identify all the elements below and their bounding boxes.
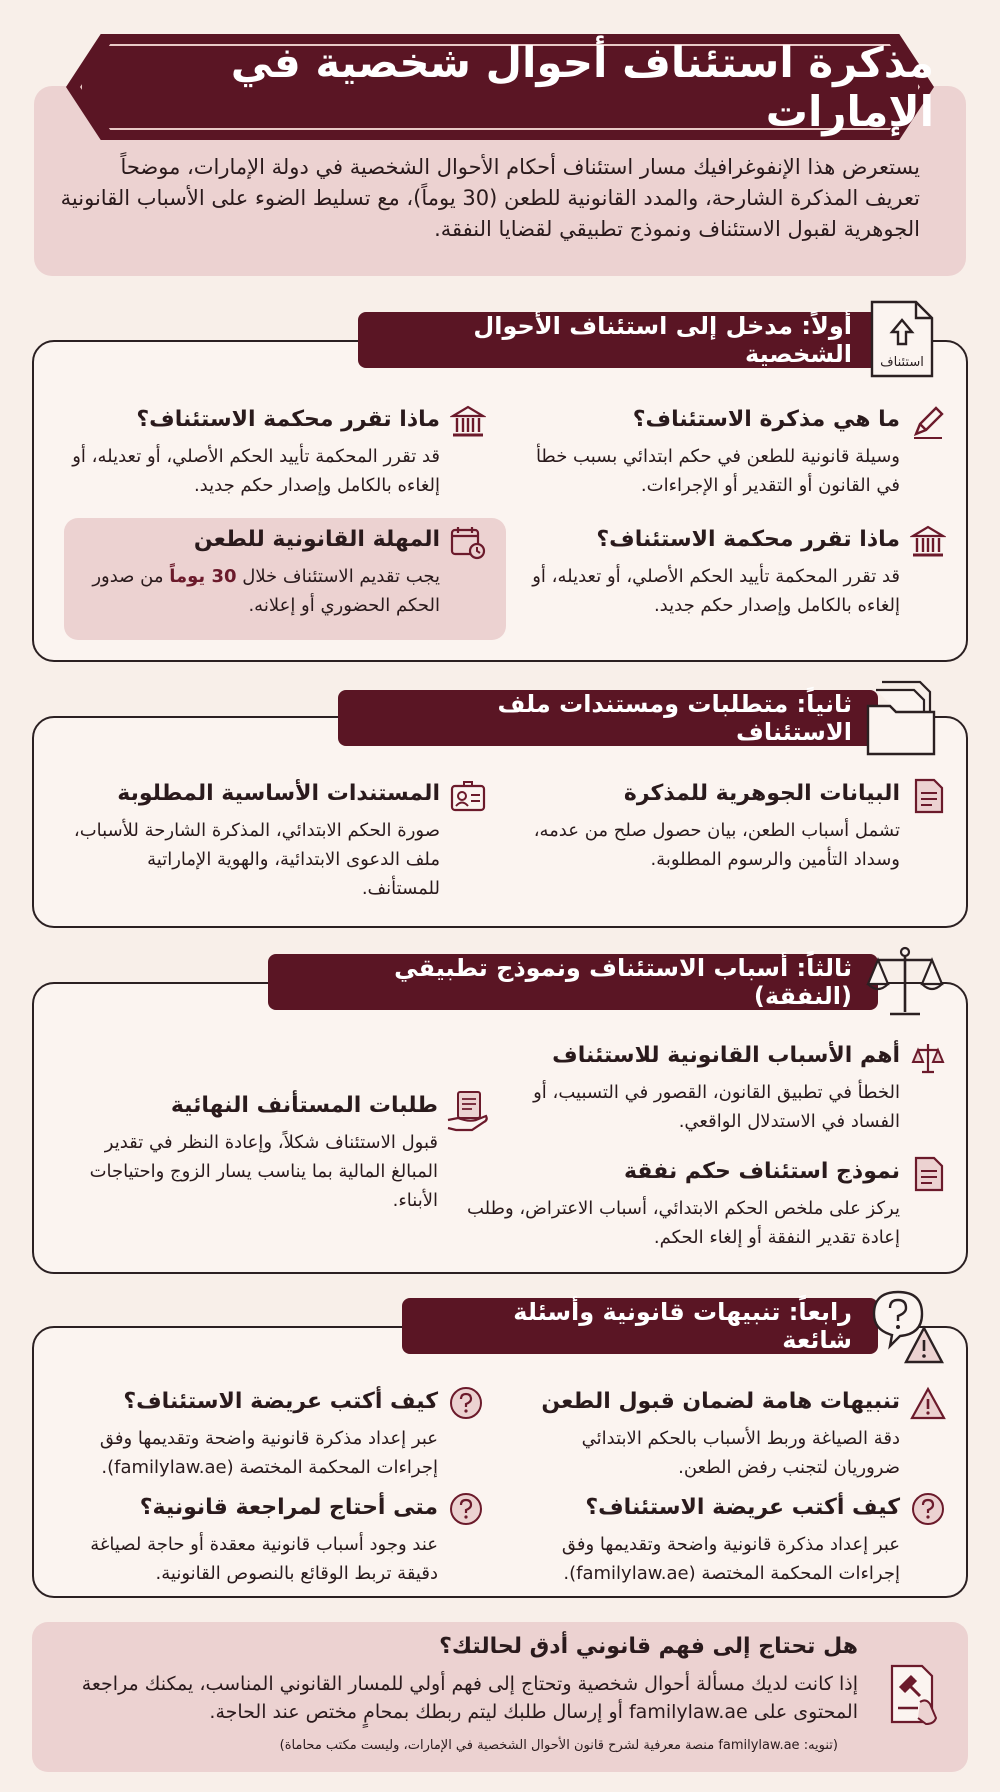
item-required-docs: المستندات الأساسية المطلوبة صورة الحكم الابتدائي، المذكرة الشارحة للأسباب، ملف الدعوى الابتدائية، والهوية الإماراتية للمستأنف.	[66, 778, 486, 903]
item-deadline: المهلة القانونية للطعن يجب تقديم الاستئناف خلال 30 يوماً من صدور الحكم الحضوري أو إعلانه.	[76, 524, 486, 620]
courthouse-icon	[450, 404, 486, 440]
question-bubble-icon	[448, 1386, 484, 1422]
pen-icon	[910, 404, 946, 440]
folder-icon	[864, 676, 940, 756]
item-final-requests: طلبات المستأنف النهائية قبول الاستئناف شكلاً، وإعادة النظر في تقدير المبالغ المالية بما يناسب يسار الزوج واحتياجات الأبناء.	[64, 1090, 484, 1215]
document-icon	[910, 778, 946, 814]
calendar-clock-icon	[450, 524, 486, 560]
appeal-document-icon	[864, 298, 940, 378]
title-banner	[66, 34, 934, 140]
courthouse-icon	[910, 524, 946, 560]
item-essential-data: البيانات الجوهرية للمذكرة تشمل أسباب الطعن، بيان حصول صلح من عدمه، وسداد التأمين والرسوم المطلوبة.	[526, 778, 946, 874]
question-bubble-icon	[910, 1492, 946, 1528]
item-what-is-appeal: ما هي مذكرة الاستئناف؟ وسيلة قانونية للطعن في حكم ابتدائي بسبب خطأ في القانون أو التقدير أو الإجراءات.	[526, 404, 946, 500]
section4-header: رابعاً: تنبيهات قانونية وأسئلة شائعة	[402, 1298, 878, 1354]
item-when-review: متى أحتاج لمراجعة قانونية؟ عند وجود أسباب قانونية معقدة أو حاجة لصياغة دقيقة تربط الوقائع بالنصوص القانونية.	[64, 1492, 484, 1588]
item-how-to-write-left: كيف أكتب عريضة الاستئناف؟ عبر إعداد مذكرة قانونية واضحة وتقديمها وفق إجراءات المحكمة المختصة (familylaw.ae).	[64, 1386, 484, 1482]
footer-title: هل تحتاج إلى فهم قانوني أدق لحالتك؟	[439, 1634, 858, 1659]
page-title: مذكرة استئناف أحوال شخصية في الإمارات	[230, 38, 934, 136]
section-requirements	[32, 716, 968, 928]
document-icon	[910, 1156, 946, 1192]
item-how-to-write-right: كيف أكتب عريضة الاستئناف؟ عبر إعداد مذكرة قانونية واضحة وتقديمها وفق إجراءات المحكمة المختصة (familylaw.ae).	[526, 1492, 946, 1588]
footer-disclaimer: (تنويه: familylaw.ae منصة معرفية لشرح قانون الأحوال الشخصية في الإمارات، وليست مكتب محاماة)	[279, 1738, 838, 1753]
item-alimony-model: نموذج استئناف حكم نفقة يركز على ملخص الحكم الابتدائي، أسباب الاعتراض، وطلب إعادة تقدير النفقة أو إلغاء الحكم.	[456, 1156, 946, 1252]
section-intro-appeal	[32, 340, 968, 662]
hand-document-icon	[446, 1090, 490, 1134]
section-reasons	[32, 982, 968, 1274]
id-card-icon	[450, 778, 486, 814]
footer-text: إذا كانت لديك مسألة أحوال شخصية وتحتاج إلى فهم أولي للمسار القانوني المناسب، يمكنك مراجعة المحتوى على familylaw.ae أو إرسال طلبك ليتم ربطك بمحامٍ مختص عند الحاجة.	[81, 1673, 858, 1723]
question-warning-icon	[864, 1288, 946, 1368]
item-court-decision-left: ماذا تقرر محكمة الاستئناف؟ قد تقرر المحكمة تأييد الحكم الأصلي، أو تعديله، أو إلغاءه بالكامل وإصدار حكم جديد.	[66, 404, 486, 500]
section2-header: ثانياً: متطلبات ومستندات ملف الاستئناف	[338, 690, 878, 746]
intro-text: يستعرض هذا الإنفوغرافيك مسار استئناف أحكام الأحوال الشخصية في دولة الإمارات، موضحاً تعريف المذكرة الشارحة، والمدد القانونية للطعن (30 يوماً)، مع تسليط الضوء على الأسباب القانونية الجوهرية لقبول الاستئناف ونموذج تطبيقي لقضايا النفقة.	[60, 155, 920, 241]
scales-icon	[910, 1040, 946, 1076]
question-bubble-icon	[448, 1492, 484, 1528]
item-court-decision-right: ماذا تقرر محكمة الاستئناف؟ قد تقرر المحكمة تأييد الحكم الأصلي، أو تعديله، أو إلغاءه بالكامل وإصدار حكم جديد.	[526, 524, 946, 620]
warning-icon	[910, 1386, 946, 1422]
section-faq	[32, 1326, 968, 1598]
item-legal-reasons: أهم الأسباب القانونية للاستئناف الخطأ في تطبيق القانون، القصور في التسبيب، أو الفساد في الاستدلال الواقعي.	[516, 1040, 946, 1136]
footer-cta	[32, 1622, 968, 1772]
svg-text:استئناف: استئناف	[880, 355, 924, 370]
justice-scales-icon	[864, 942, 946, 1022]
section3-header: ثالثاً: أسباب الاستئناف ونموذج تطبيقي (النفقة)	[268, 954, 878, 1010]
section1-header: أولاً: مدخل إلى استئناف الأحوال الشخصية	[358, 312, 878, 368]
item-important-alerts: تنبيهات هامة لضمان قبول الطعن دقة الصياغة وربط الأسباب بالحكم الابتدائي ضروريان لتجنب رفض الطعن.	[526, 1386, 946, 1482]
gavel-document-icon	[882, 1662, 942, 1728]
